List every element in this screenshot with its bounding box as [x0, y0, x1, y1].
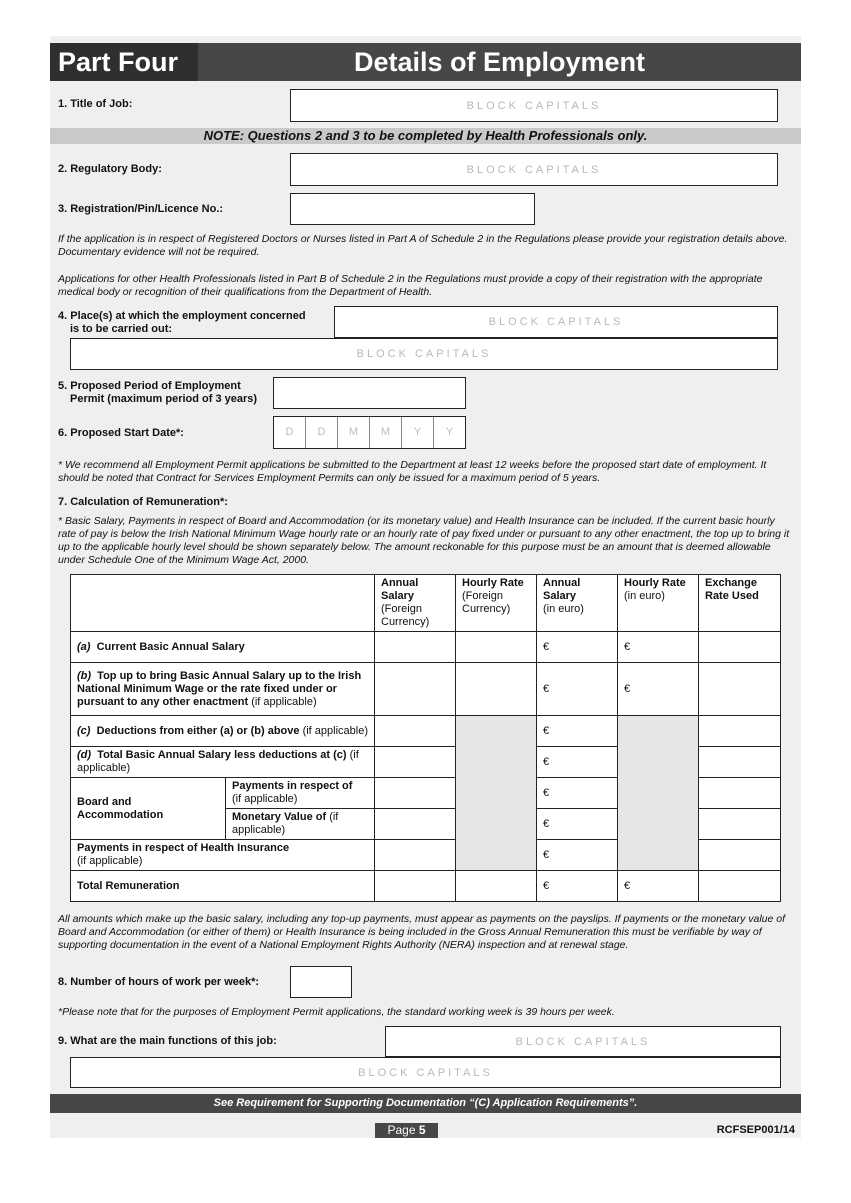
row-b-annual-euro[interactable]: €	[537, 663, 618, 716]
row-b-hourly-foreign[interactable]	[456, 663, 537, 716]
total-hourly-euro[interactable]: €	[618, 871, 699, 902]
payslip-info: All amounts which make up the basic salary, including any top-up payments, must appear as payments on the payslips. If payments or the monetary value of Board and Accommodation (or either of them) or Health Insurance is being included in the Gross Annual Remuneration this must be verifiable by way of supporting documentation in the event of a National Employment Rights Authority (NERA) inspection and at renewal stage.	[58, 913, 786, 951]
date-month-2[interactable]: M	[370, 417, 402, 448]
board-monetary-annual-foreign[interactable]	[375, 809, 456, 840]
health-annual-foreign[interactable]	[375, 840, 456, 871]
header-exchange-rate: Exchange Rate Used	[699, 575, 781, 632]
q2-placeholder: BLOCK CAPITALS	[466, 164, 602, 176]
page-header	[50, 43, 801, 81]
q2-label: 2. Regulatory Body:	[58, 163, 162, 175]
form-code: RCFSEP001/14	[716, 1124, 795, 1136]
hourly-foreign-shaded	[456, 716, 537, 871]
start-date-input[interactable]	[273, 416, 466, 449]
row-b-hourly-euro[interactable]: €	[618, 663, 699, 716]
total-hourly-foreign[interactable]	[456, 871, 537, 902]
header-blank	[71, 575, 375, 632]
header-hourly-euro: Hourly Rate (in euro)	[618, 575, 699, 632]
q5-label-line2: Permit (maximum period of 3 years)	[70, 393, 258, 405]
hourly-euro-shaded	[618, 716, 699, 871]
date-day-2[interactable]: D	[306, 417, 338, 448]
board-monetary-annual-euro[interactable]: €	[537, 809, 618, 840]
regulatory-body-input[interactable]	[290, 153, 778, 186]
health-exchange[interactable]	[699, 840, 781, 871]
row-d-annual-foreign[interactable]	[375, 747, 456, 778]
q4-placeholder-2: BLOCK CAPITALS	[356, 348, 492, 360]
board-payments-label: Payments in respect of (if applicable)	[226, 778, 375, 809]
q9-placeholder-2: BLOCK CAPITALS	[358, 1067, 493, 1079]
date-month-1[interactable]: M	[338, 417, 370, 448]
total-remuneration-label: Total Remuneration	[71, 871, 375, 902]
row-a-exchange[interactable]	[699, 632, 781, 663]
board-monetary-label: Monetary Value of (if applicable)	[226, 809, 375, 840]
row-a-annual-euro[interactable]: €	[537, 632, 618, 663]
health-professionals-note: NOTE: Questions 2 and 3 to be completed by Health Professionals only.	[50, 128, 801, 144]
registration-number-input[interactable]	[290, 193, 535, 225]
start-date-recommendation: * We recommend all Employment Permit applications be submitted to the Department at least 12 weeks before the proposed start date of employment. It should be noted that Contract for Services Employment Permits can only be issued for a maximum period of 5 years.	[58, 459, 767, 484]
row-d-annual-euro[interactable]: €	[537, 747, 618, 778]
employment-period-input[interactable]	[273, 377, 466, 409]
q4-label-line1: 4. Place(s) at which the employment concerned	[58, 310, 306, 322]
q4-placeholder: BLOCK CAPITALS	[488, 316, 624, 328]
job-functions-input-line2[interactable]	[70, 1057, 781, 1088]
hours-per-week-input[interactable]	[290, 966, 352, 998]
table-header-row	[71, 575, 781, 632]
row-a-hourly-foreign[interactable]	[456, 632, 537, 663]
page-title: Details of Employment	[353, 47, 646, 77]
row-d-exchange[interactable]	[699, 747, 781, 778]
table-row	[71, 632, 781, 663]
row-b-annual-foreign[interactable]	[375, 663, 456, 716]
supporting-docs-banner: See Requirement for Supporting Documentation “(C) Application Requirements”.	[50, 1094, 801, 1113]
health-insurance-label: Payments in respect of Health Insurance (if applicable)	[71, 840, 375, 871]
health-annual-euro[interactable]: €	[537, 840, 618, 871]
board-payments-annual-euro[interactable]: €	[537, 778, 618, 809]
header-annual-euro: Annual Salary (in euro)	[537, 575, 618, 632]
row-a-annual-foreign[interactable]	[375, 632, 456, 663]
q4-label-line2: is to be carried out:	[70, 323, 173, 335]
row-c-label: (c) Deductions from either (a) or (b) above (if applicable)	[71, 716, 375, 747]
row-a-hourly-euro[interactable]: €	[618, 632, 699, 663]
header-hourly-foreign: Hourly Rate (Foreign Currency)	[456, 575, 537, 632]
q1-placeholder: BLOCK CAPITALS	[466, 100, 602, 112]
q9-label: 9. What are the main functions of this job:	[58, 1035, 277, 1047]
doctors-nurses-info: If the application is in respect of Registered Doctors or Nurses listed in Part A of Schedule 2 in the Regulations please provide your registration details above. Documentary evidence will not be required.	[58, 233, 788, 258]
date-year-1[interactable]: Y	[402, 417, 434, 448]
part-label: Part Four	[50, 43, 198, 81]
remuneration-info: * Basic Salary, Payments in respect of Board and Accommodation (or its monetary value) and Health Insurance can be included. If the current basic hourly rate of pay is below the Irish National Minimum Wage hourly rate or an hourly rate of pay fixed under or pursuant to any other enactment, the top up to bring it up to the applicable hourly level should be shown separately below. The amount reckonable for this purpose must be an amount that is deemed allowable under Schedule One of the Minimum Wage Act, 2000.	[58, 515, 790, 566]
board-payments-exchange[interactable]	[699, 778, 781, 809]
table-row	[71, 871, 781, 902]
place-of-employment-input-line2[interactable]	[70, 338, 778, 370]
row-b-exchange[interactable]	[699, 663, 781, 716]
row-d-label: (d) Total Basic Annual Salary less deductions at (c) (if applicable)	[71, 747, 375, 778]
q8-label: 8. Number of hours of work per week*:	[58, 976, 260, 988]
total-annual-euro[interactable]: €	[537, 871, 618, 902]
row-c-annual-euro[interactable]: €	[537, 716, 618, 747]
page-number: Page 5	[375, 1123, 438, 1138]
board-payments-annual-foreign[interactable]	[375, 778, 456, 809]
row-c-exchange[interactable]	[699, 716, 781, 747]
board-monetary-exchange[interactable]	[699, 809, 781, 840]
job-functions-input[interactable]	[385, 1026, 781, 1057]
q1-label: 1. Title of Job:	[58, 98, 133, 110]
remuneration-table	[70, 574, 781, 902]
header-annual-foreign: Annual Salary (Foreign Currency)	[375, 575, 456, 632]
q5-label-line1: 5. Proposed Period of Employment	[58, 380, 241, 392]
row-c-annual-foreign[interactable]	[375, 716, 456, 747]
row-a-label: (a) Current Basic Annual Salary	[71, 632, 375, 663]
row-b-label: (b) Top up to bring Basic Annual Salary up to the Irish National Minimum Wage or the rate fixed under or pursuant to any other enactment (if applicable)	[71, 663, 375, 716]
total-annual-foreign[interactable]	[375, 871, 456, 902]
working-week-note: *Please note that for the purposes of Employment Permit applications, the standard working week is 39 hours per week.	[58, 1006, 615, 1018]
date-year-2[interactable]: Y	[445, 426, 454, 438]
table-row	[71, 663, 781, 716]
other-professionals-info: Applications for other Health Professionals listed in Part B of Schedule 2 in the Regulations must provide a copy of their registration with the appropriate medical body or recognition of their qualifications from the Department of Health.	[58, 273, 763, 298]
date-day-1[interactable]: D	[274, 417, 306, 448]
place-of-employment-input[interactable]	[334, 306, 778, 338]
total-exchange[interactable]	[699, 871, 781, 902]
q7-label: 7. Calculation of Remuneration*:	[58, 496, 228, 508]
job-title-input[interactable]	[290, 89, 778, 122]
q3-label: 3. Registration/Pin/Licence No.:	[58, 203, 224, 215]
form-page	[50, 36, 801, 1138]
q6-label: 6. Proposed Start Date*:	[58, 427, 184, 439]
q9-placeholder: BLOCK CAPITALS	[515, 1036, 651, 1048]
table-row	[71, 716, 781, 747]
board-accommodation-label: Board and Accommodation	[71, 778, 226, 840]
